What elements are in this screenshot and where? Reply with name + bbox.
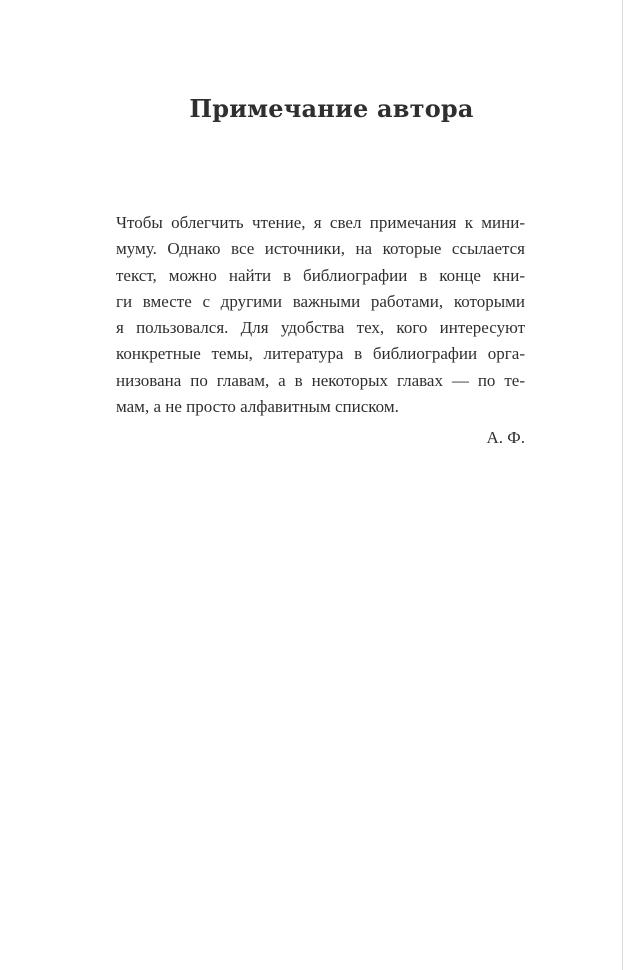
paragraph-line: конкретные темы, литература в библиографии орга-	[116, 344, 525, 364]
paragraph-line: муму. Однако все источники, на которые ссылается	[116, 239, 525, 259]
paragraph-line: мам, а не просто алфавитным списком.	[116, 397, 399, 417]
paragraph-line: ги вместе с другими важными работами, которыми	[116, 291, 525, 311]
paragraph-line: текст, можно найти в библиографии в конце кни-	[116, 265, 525, 285]
page-title: Примечание автора	[189, 94, 474, 123]
paragraph-line: низована по главам, а в некоторых главах — по те-	[116, 370, 525, 390]
paragraph-line: Чтобы облегчить чтение, я свел примечания к мини-	[116, 213, 525, 232]
paragraph-line: я пользовался. Для удобства тех, кого интересуют	[116, 318, 525, 338]
author-note-paragraph	[116, 210, 525, 420]
author-signature: А. Ф.	[486, 428, 525, 447]
